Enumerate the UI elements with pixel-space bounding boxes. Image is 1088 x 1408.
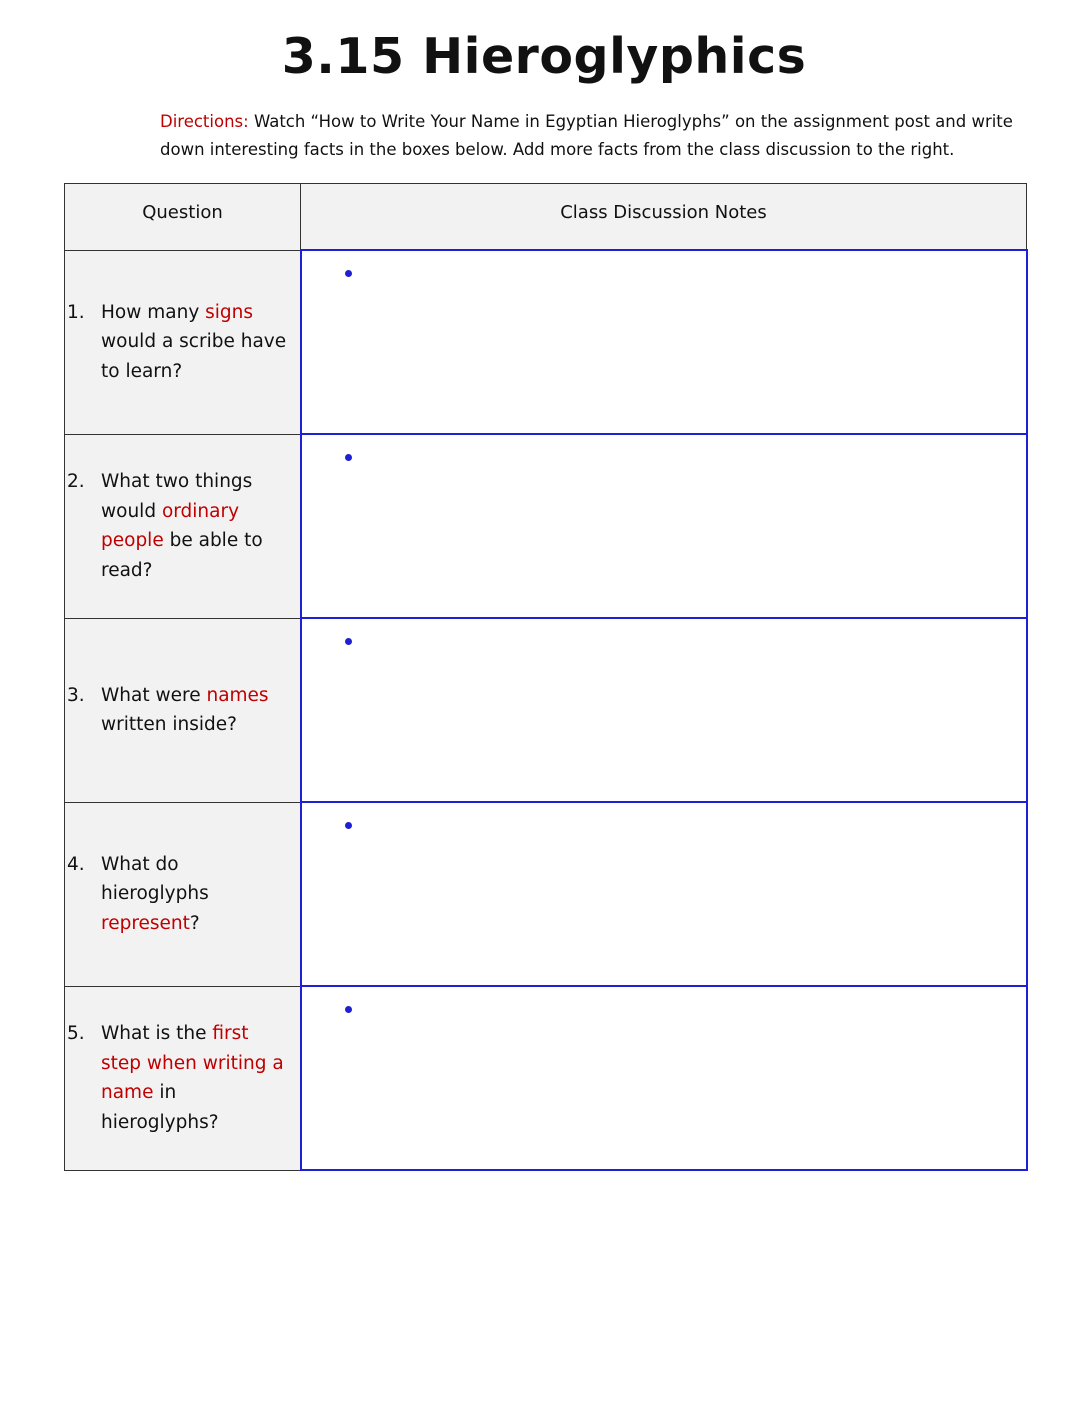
directions-label: Directions: — [160, 112, 249, 131]
question-number: 5. — [67, 1023, 85, 1044]
notes-table — [64, 183, 1028, 1171]
bullet-point-icon — [345, 1006, 352, 1013]
question-keyword: first step when writing a name — [101, 1023, 284, 1103]
question-cell-5 — [65, 986, 301, 1170]
table-row — [65, 986, 1027, 1170]
directions-paragraph — [160, 108, 1040, 164]
notes-input-cell-1[interactable] — [301, 250, 1027, 434]
notes-input-cell-4[interactable] — [301, 802, 1027, 986]
question-keyword: ordinary people — [101, 500, 240, 551]
table-body — [65, 250, 1027, 1170]
notes-input-cell-3[interactable] — [301, 618, 1027, 802]
question-cell-4 — [65, 802, 301, 986]
bullet-point-icon — [345, 454, 352, 461]
notes-column-header: Class Discussion Notes — [301, 184, 1027, 251]
notes-input-cell-2[interactable] — [301, 434, 1027, 618]
question-text-part: What were — [101, 684, 207, 706]
question-keyword: signs — [205, 301, 254, 323]
question-text-part: How many — [101, 301, 206, 323]
table-row — [65, 618, 1027, 802]
question-text-part: What two things would — [101, 471, 253, 522]
question-number: 4. — [67, 853, 85, 875]
page-title: 3.15 Hieroglyphics — [281, 28, 807, 85]
question-text-part: What do hieroglyphs — [101, 853, 209, 905]
question-cell-1 — [65, 250, 301, 434]
question-text — [101, 467, 300, 585]
table-row — [65, 250, 1027, 434]
notes-input-cell-5[interactable] — [301, 986, 1027, 1170]
question-text — [101, 681, 300, 740]
question-number: 2. — [67, 471, 85, 492]
question-text — [101, 298, 300, 387]
question-item — [65, 681, 300, 740]
question-keyword: names — [206, 684, 269, 706]
question-item — [65, 298, 300, 387]
question-item — [65, 467, 300, 585]
question-item — [65, 1019, 300, 1137]
question-text-part: written inside? — [101, 714, 237, 735]
question-item — [65, 850, 300, 939]
table-row — [65, 434, 1027, 618]
question-text — [101, 1019, 300, 1137]
question-text-part: What is the — [101, 1023, 213, 1044]
table-row — [65, 802, 1027, 986]
directions-text: Watch “How to Write Your Name in Egyptian Hieroglyphs” on the assignment post and write down interesting facts in the boxes below. Add more facts from the class discussion to the right. — [160, 112, 1013, 159]
question-cell-3 — [65, 618, 301, 802]
table-header-row — [65, 184, 1027, 251]
question-text-part: in hieroglyphs? — [101, 1082, 219, 1133]
question-keyword: represent — [101, 912, 190, 934]
question-number: 1. — [67, 301, 85, 323]
question-text-part: would a scribe have to learn? — [101, 331, 287, 382]
question-text-part: be able to read? — [101, 530, 263, 581]
question-number: 3. — [67, 684, 85, 706]
bullet-point-icon — [345, 270, 352, 277]
question-cell-2 — [65, 434, 301, 618]
question-text — [101, 850, 300, 939]
bullet-point-icon — [345, 822, 352, 829]
question-text-part: ? — [189, 912, 200, 934]
question-column-header: Question — [65, 184, 301, 251]
bullet-point-icon — [345, 638, 352, 645]
